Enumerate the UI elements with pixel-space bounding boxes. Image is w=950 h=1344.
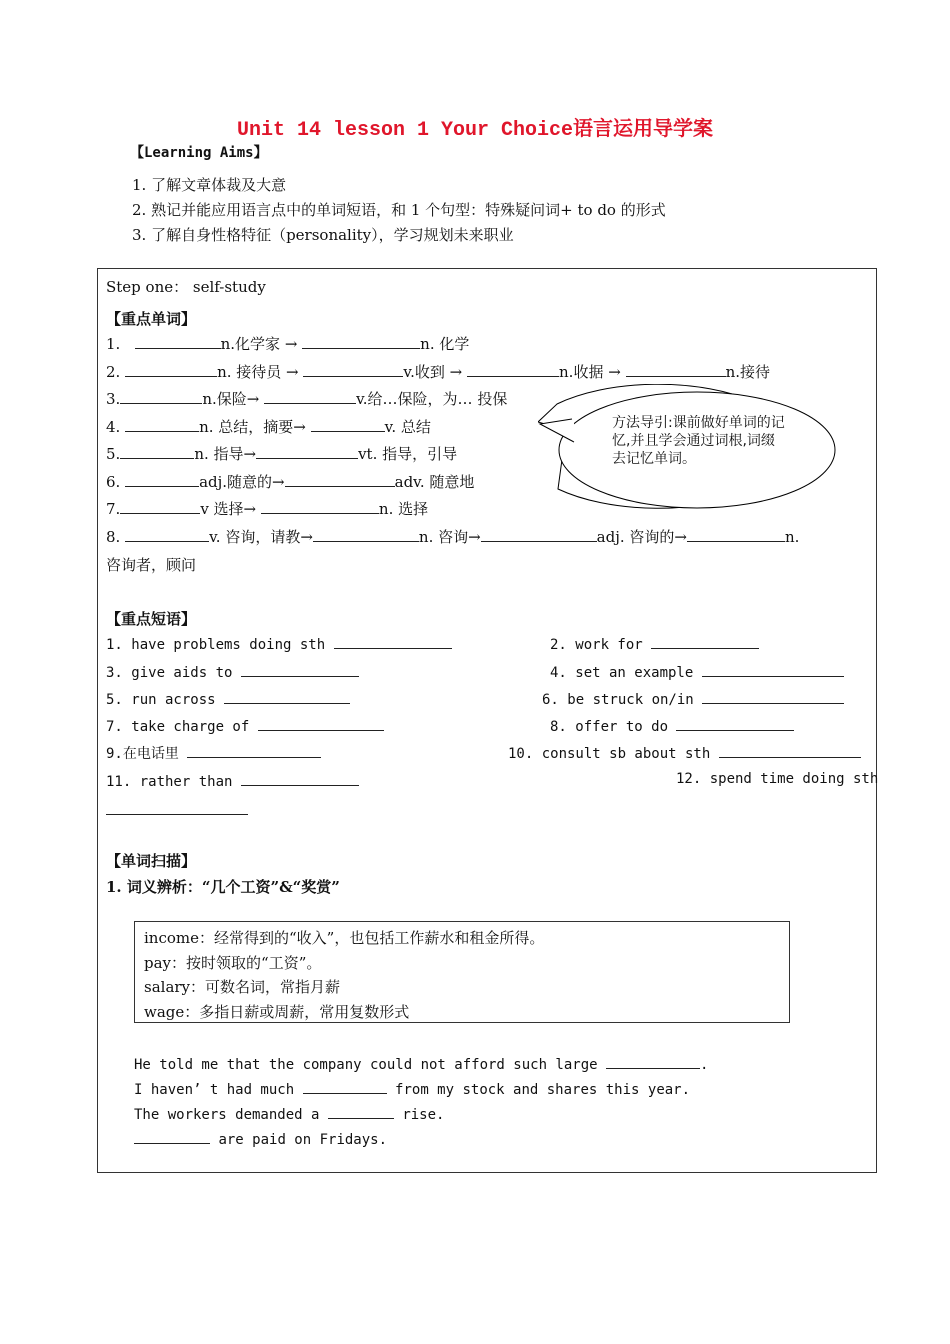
blank[interactable]	[481, 527, 597, 542]
word-row-1: 1. n.化学家 → n. 化学	[106, 335, 470, 353]
blank[interactable]	[187, 743, 321, 758]
blank[interactable]	[135, 334, 221, 349]
example-3: The workers demanded a rise.	[134, 1104, 444, 1123]
blank[interactable]	[125, 362, 217, 377]
aim-item-2: 2. 熟记并能应用语言点中的单词短语，和 1 个句型：特殊疑问词+ to do 的形式	[132, 201, 666, 219]
step-heading: Step one： self-study	[106, 278, 266, 296]
blank[interactable]	[702, 662, 844, 677]
def-income: income：经常得到的“收入”，也包括工作薪水和租金所得。	[144, 929, 545, 947]
blank[interactable]	[224, 689, 350, 704]
phrase-item: 7. take charge of	[106, 716, 384, 735]
def-salary: salary：可数名词，常指月薪	[144, 978, 341, 996]
phrase-12-blank-line	[106, 800, 248, 819]
blank[interactable]	[702, 689, 844, 704]
phrase-item: 6. be struck on/in	[542, 689, 844, 708]
word-row-8: 8. v. 咨询，请教→ n. 咨询→ adj. 咨询的→ n.	[106, 528, 800, 546]
def-pay: pay：按时领取的“工资”。	[144, 954, 322, 972]
aim-item-1: 1. 了解文章体裁及大意	[132, 176, 287, 194]
blank[interactable]	[134, 1129, 210, 1144]
word-row-2: 2. n. 接待员 → v.收到 → n.收据 → n.接待	[106, 363, 770, 381]
tip-text: 方法导引:课前做好单词的记忆,并且学会通过词根,词缀去记忆单词。	[612, 415, 785, 467]
aims-heading: 【Learning Aims】	[130, 145, 268, 161]
phrase-item: 5. run across	[106, 689, 350, 708]
blank[interactable]	[676, 716, 794, 731]
def-wage: wage：多指日薪或周薪，常用复数形式	[144, 1003, 410, 1021]
phrase-item: 8. offer to do	[550, 716, 794, 735]
blank[interactable]	[241, 662, 359, 677]
blank[interactable]	[120, 499, 200, 514]
example-1: He told me that the company could not afford such large .	[134, 1054, 708, 1073]
phrase-item: 12. spend time doing sth	[676, 771, 879, 787]
words-heading: 【重点单词】	[106, 310, 197, 328]
example-2: I haven’ t had much from my stock and shares this year.	[134, 1079, 690, 1098]
blank[interactable]	[467, 362, 559, 377]
blank[interactable]	[303, 1079, 387, 1094]
blank[interactable]	[125, 417, 199, 432]
example-4: are paid on Fridays.	[134, 1129, 387, 1148]
blank[interactable]	[302, 334, 420, 349]
blank[interactable]	[106, 800, 248, 815]
blank[interactable]	[285, 472, 395, 487]
word-row-5: 5. n. 指导→ vt. 指导，引导	[106, 445, 458, 463]
blank[interactable]	[313, 527, 419, 542]
phrase-item: 4. set an example	[550, 662, 844, 681]
phrase-item: 1. have problems doing sth	[106, 634, 452, 653]
word-row-4: 4. n. 总结，摘要→ v. 总结	[106, 418, 431, 436]
phrase-item: 9.在电话里	[106, 743, 321, 763]
scan-subheading: 1. 词义辨析：“几个工资”&“奖赏”	[106, 878, 340, 896]
blank[interactable]	[125, 472, 199, 487]
blank[interactable]	[606, 1054, 700, 1069]
blank[interactable]	[120, 389, 202, 404]
phrases-heading: 【重点短语】	[106, 610, 197, 628]
blank[interactable]	[334, 634, 452, 649]
blank[interactable]	[256, 444, 358, 459]
blank[interactable]	[651, 634, 759, 649]
word-row-3: 3. n.保险→ v.给…保险，为… 投保	[106, 390, 508, 408]
blank[interactable]	[719, 743, 861, 758]
word-row-8-cont: 咨询者，顾问	[106, 556, 197, 574]
phrase-item: 3. give aids to	[106, 662, 359, 681]
scan-heading: 【单词扫描】	[106, 852, 197, 870]
blank[interactable]	[241, 771, 359, 786]
word-row-6: 6. adj.随意的→ adv. 随意地	[106, 473, 475, 491]
blank[interactable]	[264, 389, 356, 404]
phrase-item: 2. work for	[550, 634, 759, 653]
blank[interactable]	[258, 716, 384, 731]
blank[interactable]	[303, 362, 403, 377]
blank[interactable]	[120, 444, 194, 459]
word-row-7: 7. v 选择→ n. 选择	[106, 500, 429, 518]
blank[interactable]	[328, 1104, 394, 1119]
phrase-item: 10. consult sb about sth	[508, 743, 861, 762]
phrase-item: 11. rather than	[106, 771, 359, 790]
blank[interactable]	[311, 417, 385, 432]
blank[interactable]	[687, 527, 785, 542]
aim-item-3: 3. 了解自身性格特征（personality），学习规划未来职业	[132, 226, 514, 244]
blank[interactable]	[125, 527, 209, 542]
blank[interactable]	[261, 499, 379, 514]
blank[interactable]	[626, 362, 726, 377]
page-title: Unit 14 lesson 1 Your Choice语言运用导学案	[236, 119, 714, 142]
